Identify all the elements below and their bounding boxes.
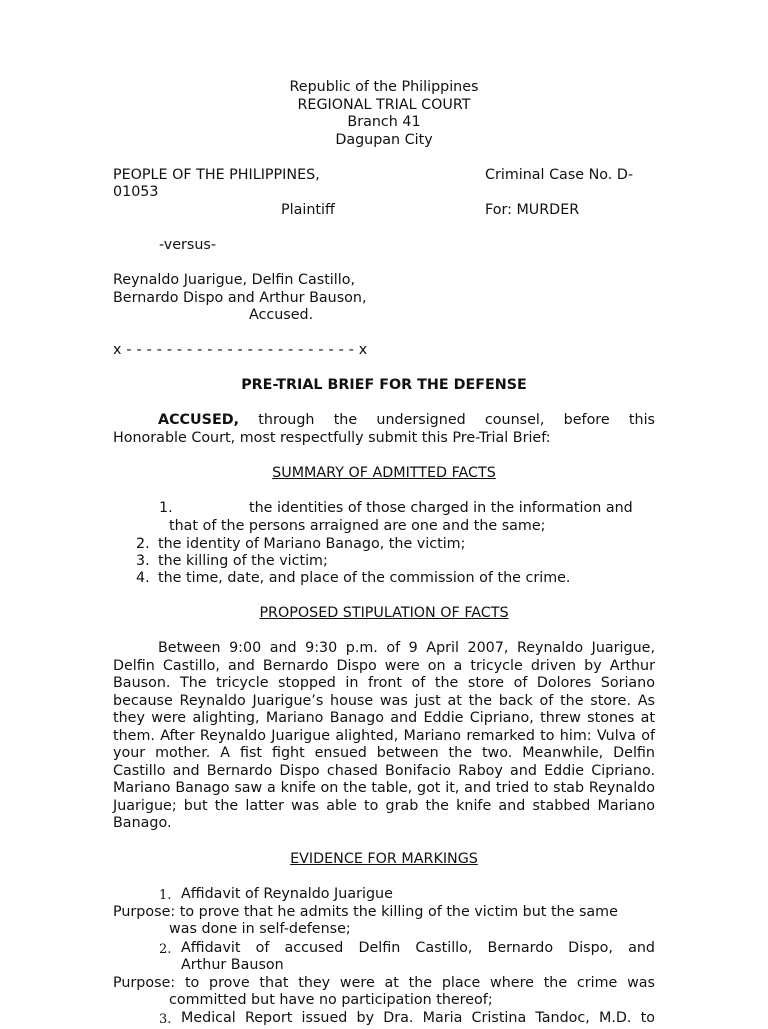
evidence-item-1-text: Affidavit of Reynaldo Juarigue: [181, 886, 393, 902]
evidence-item-2-purpose-1: Purpose: to prove that they were at the place where the crime was: [113, 975, 655, 991]
evidence-item-2-purpose-2: committed but have no participation thereof;: [169, 992, 493, 1008]
intro-rest: through the undersigned counsel, before this: [258, 412, 655, 428]
evidence-item-3-line1: Medical Report issued by Dra. Maria Cristina Tandoc, M.D. to: [181, 1010, 655, 1026]
admitted-item-1-line2: that of the persons arraigned are one and the same;: [169, 518, 546, 534]
caption-case-no: Criminal Case No. D-: [485, 167, 634, 183]
document-title: PRE-TRIAL BRIEF FOR THE DEFENSE: [241, 377, 527, 393]
admitted-item-4-num: 4.: [136, 570, 150, 586]
admitted-item-1-line1: the identities of those charged in the information and: [249, 500, 633, 516]
caption-party: PEOPLE OF THE PHILIPPINES,: [113, 167, 320, 183]
admitted-heading: SUMMARY OF ADMITTED FACTS: [272, 465, 496, 481]
stipulation-paragraph: Between 9:00 and 9:30 p.m. of 9 April 2007, Reynaldo Juarigue, Delfin Castillo, and Bernardo Dispo were on a tricycle driven by Arthur Bauson. The tricycle stopped in front of the store of Dolores Soriano because Reynaldo Juarigue’s house was just at the back of the store. As they were alighting, Mariano Banago and Eddie Cipriano, threw stones at them. After Reynaldo Juarigue alighted, Mariano remarked to him: Vulva of your mother. A fist fight ensued between the two. Meanwhile, Delfin Castillo and Bernardo Dispo chased Bonifacio Raboy and Eddie Cipriano. Mariano Banago saw a knife on the table, got it, and tried to stab Reynaldo Juarigue; but the latter was able to grab the knife and stabbed Mariano Banago.: [113, 640, 655, 831]
header-republic: Republic of the Philippines: [289, 79, 479, 95]
evidence-item-2-line1: Affidavit of accused Delfin Castillo, Bernardo Dispo, and: [181, 940, 655, 956]
admitted-item-3-text: the killing of the victim;: [158, 553, 328, 569]
admitted-item-4-text: the time, date, and place of the commission of the crime.: [158, 570, 571, 586]
stipulation-heading: PROPOSED STIPULATION OF FACTS: [259, 605, 509, 621]
admitted-item-3-num: 3.: [136, 553, 150, 569]
evidence-item-1-purpose-1: Purpose: to prove that he admits the killing of the victim but the same: [113, 904, 618, 920]
intro-accused: ACCUSED,: [158, 412, 240, 428]
header-branch: Branch 41: [347, 114, 421, 130]
caption-versus: -versus-: [159, 237, 217, 253]
evidence-heading: EVIDENCE FOR MARKINGS: [290, 851, 478, 867]
admitted-item-2-num: 2.: [136, 536, 150, 552]
evidence-item-1-num: 1.: [159, 888, 172, 903]
caption-accused-label: Accused.: [249, 307, 314, 323]
caption-accused-2: Bernardo Dispo and Arthur Bauson,: [113, 290, 367, 306]
admitted-item-2-text: the identity of Mariano Banago, the victim;: [158, 536, 466, 552]
header-court: REGIONAL TRIAL COURT: [297, 97, 471, 113]
admitted-item-1-num: 1.: [159, 500, 173, 516]
evidence-item-2-line2: Arthur Bauson: [181, 957, 284, 973]
evidence-item-3-num: 3.: [159, 1012, 172, 1027]
caption-separator: x - - - - - - - - - - - - - - - - - - - - - - - x: [113, 342, 368, 358]
evidence-item-1-purpose-2: was done in self-defense;: [169, 921, 351, 937]
caption-accused-1: Reynaldo Juarigue, Delfin Castillo,: [113, 272, 356, 288]
intro-line-2: Honorable Court, most respectfully submit this Pre-Trial Brief:: [113, 430, 551, 446]
caption-charge: For: MURDER: [485, 202, 580, 218]
header-city: Dagupan City: [335, 132, 433, 148]
caption-case-no-cont: 01053: [113, 184, 159, 200]
evidence-item-2-num: 2.: [159, 942, 172, 957]
intro-line-1: [113, 412, 655, 430]
caption-plaintiff: Plaintiff: [281, 202, 335, 218]
